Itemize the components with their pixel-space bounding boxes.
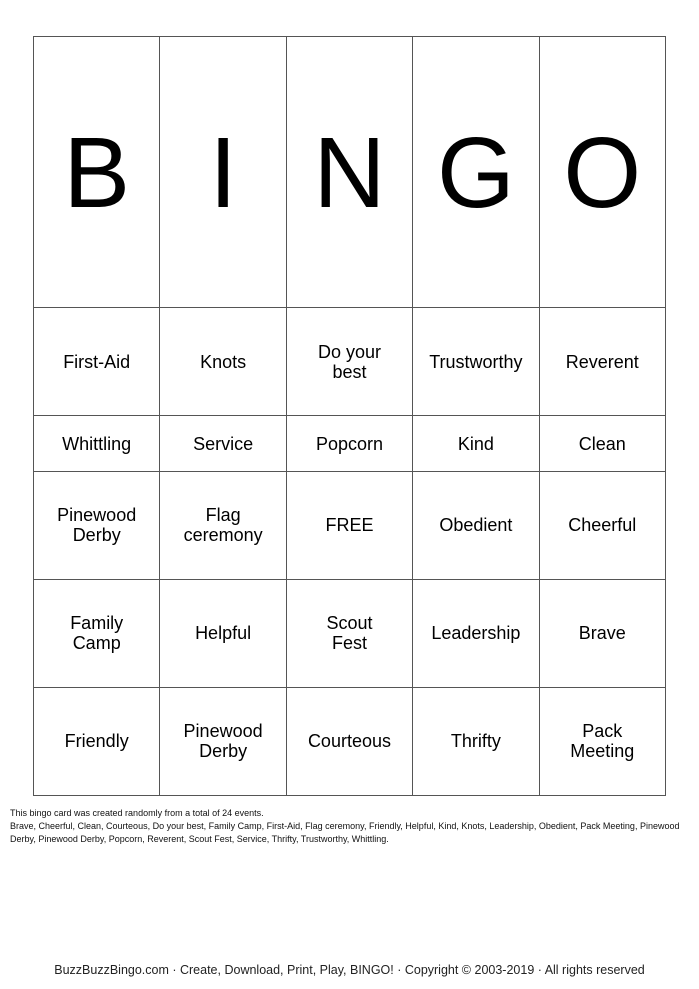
bingo-cell: Pinewood Derby — [34, 471, 160, 579]
bingo-cell: Reverent — [539, 308, 665, 416]
bingo-cell: Kind — [413, 416, 539, 471]
bingo-cell: Popcorn — [286, 416, 412, 471]
bingo-cell: Trustworthy — [413, 308, 539, 416]
bingo-cell: Family Camp — [34, 579, 160, 687]
bingo-cell: Thrifty — [413, 687, 539, 795]
header-letter-n: N — [286, 37, 412, 308]
card-row — [34, 416, 666, 471]
page-footer: BuzzBuzzBingo.com · Create, Download, Print, Play, BINGO! · Copyright © 2003-2019 · All rights reserved — [54, 963, 645, 977]
card-info — [10, 807, 690, 846]
free-space-cell: FREE — [286, 471, 412, 579]
bingo-cell: Do your best — [286, 308, 412, 416]
card-info-event-list: Brave, Cheerful, Clean, Courteous, Do your best, Family Camp, First-Aid, Flag ceremony, Friendly, Helpful, Kind, Knots, Leadership, Obedient, Pack Meeting, Pinewood Derby, Pinewood Derby, Popcorn, Reverent, Scout Fest, Service, Thrifty, Trustworthy, Whittling. — [10, 821, 680, 844]
header-letter-o: O — [539, 37, 665, 308]
bingo-cell: Obedient — [413, 471, 539, 579]
card-info-summary: This bingo card was created randomly from a total of 24 events. — [10, 808, 264, 818]
card-row — [34, 308, 666, 416]
bingo-cell: Knots — [160, 308, 286, 416]
header-letter-g: G — [413, 37, 539, 308]
card-row — [34, 471, 666, 579]
bingo-cell: Clean — [539, 416, 665, 471]
bingo-cell: Friendly — [34, 687, 160, 795]
bingo-cell: First-Aid — [34, 308, 160, 416]
bingo-cell: Service — [160, 416, 286, 471]
bingo-cell: Flag ceremony — [160, 471, 286, 579]
header-row — [34, 37, 666, 308]
bingo-cell: Pack Meeting — [539, 687, 665, 795]
bingo-card — [33, 36, 666, 796]
bingo-cell: Cheerful — [539, 471, 665, 579]
bingo-cell: Helpful — [160, 579, 286, 687]
bingo-cell: Pinewood Derby — [160, 687, 286, 795]
card-row — [34, 687, 666, 795]
bingo-cell: Leadership — [413, 579, 539, 687]
bingo-cell: Brave — [539, 579, 665, 687]
bingo-cell: Scout Fest — [286, 579, 412, 687]
bingo-cell: Courteous — [286, 687, 412, 795]
header-letter-i: I — [160, 37, 286, 308]
header-letter-b: B — [34, 37, 160, 308]
bingo-cell: Whittling — [34, 416, 160, 471]
card-row — [34, 579, 666, 687]
